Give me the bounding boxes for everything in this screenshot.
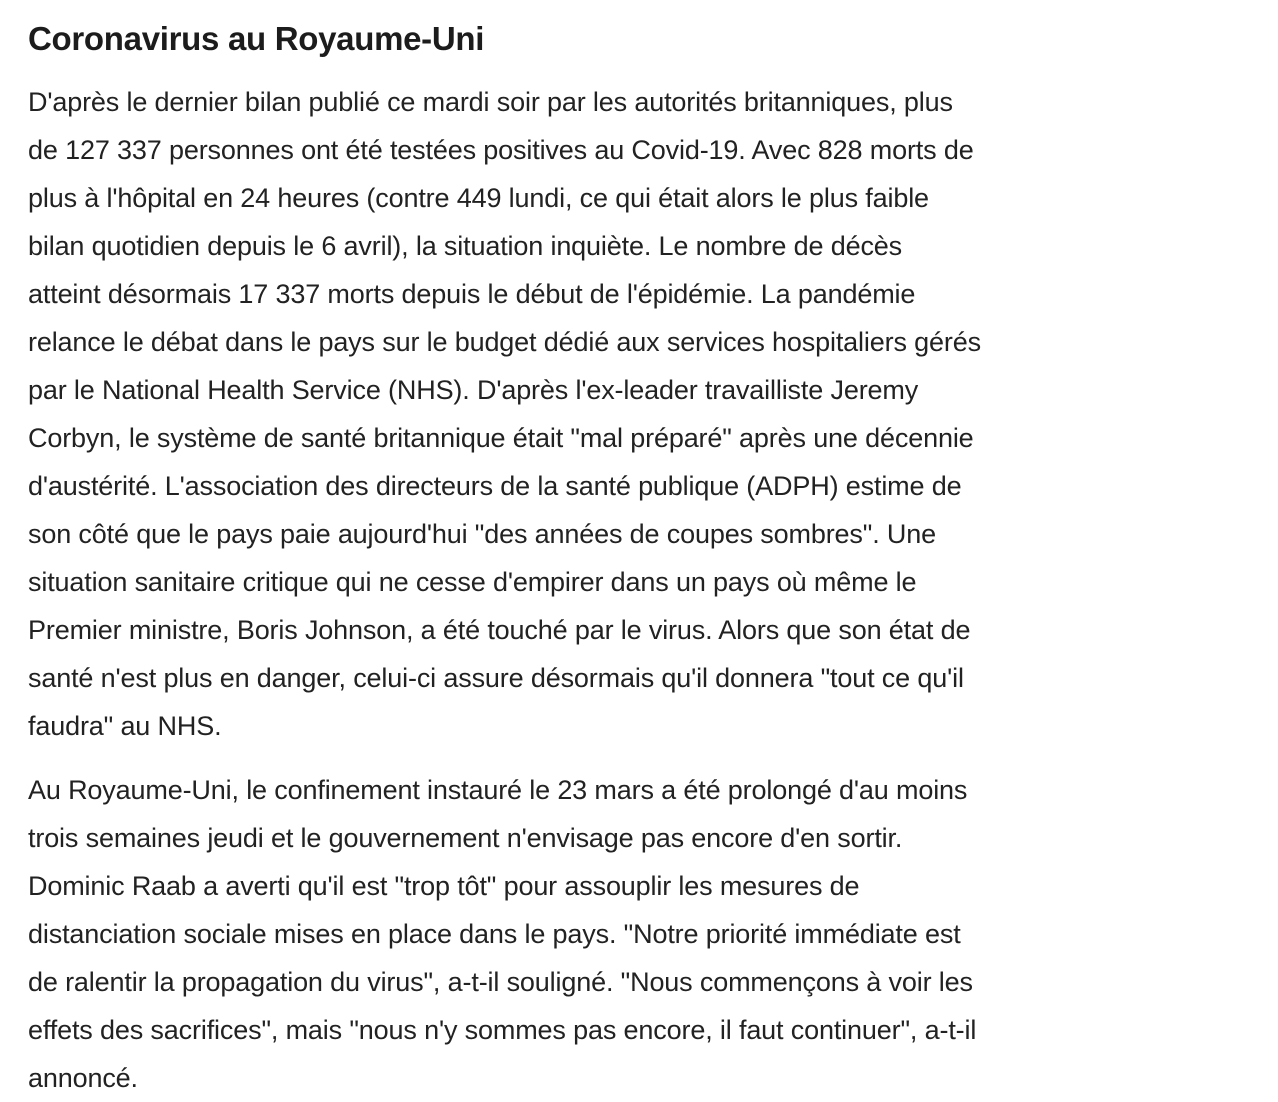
- paragraph-line: plus à l'hôpital en 24 heures (contre 449 lundi, ce qui était alors le plus faible: [28, 183, 929, 213]
- article-paragraph-1: [28, 78, 1273, 750]
- paragraph-line: d'austérité. L'association des directeurs de la santé publique (ADPH) estime de: [28, 471, 962, 501]
- paragraph-line: par le National Health Service (NHS). D'après l'ex-leader travailliste Jeremy: [28, 375, 919, 405]
- paragraph-line: de ralentir la propagation du virus", a-t-il souligné. "Nous commençons à voir les: [28, 967, 973, 997]
- paragraph-line: faudra" au NHS.: [28, 711, 222, 741]
- paragraph-line: atteint désormais 17 337 morts depuis le début de l'épidémie. La pandémie: [28, 279, 916, 309]
- paragraph-line: Premier ministre, Boris Johnson, a été touché par le virus. Alors que son état de: [28, 615, 971, 645]
- paragraph-line: effets des sacrifices", mais "nous n'y sommes pas encore, il faut continuer", a-t-il: [28, 1015, 977, 1045]
- paragraph-line: D'après le dernier bilan publié ce mardi soir par les autorités britanniques, plus: [28, 87, 953, 117]
- paragraph-line: situation sanitaire critique qui ne cesse d'empirer dans un pays où même le: [28, 567, 917, 597]
- article-paragraph-2: [28, 766, 1273, 1102]
- paragraph-line: son côté que le pays paie aujourd'hui "des années de coupes sombres". Une: [28, 519, 936, 549]
- paragraph-line: Dominic Raab a averti qu'il est "trop tôt" pour assouplir les mesures de: [28, 871, 860, 901]
- paragraph-line: bilan quotidien depuis le 6 avril), la situation inquiète. Le nombre de décès: [28, 231, 903, 261]
- paragraph-line: trois semaines jeudi et le gouvernement n'envisage pas encore d'en sortir.: [28, 823, 903, 853]
- paragraph-line: de 127 337 personnes ont été testées positives au Covid-19. Avec 828 morts de: [28, 135, 974, 165]
- paragraph-line: Corbyn, le système de santé britannique était "mal préparé" après une décennie: [28, 423, 974, 453]
- paragraph-line: annoncé.: [28, 1063, 138, 1093]
- paragraph-line: Au Royaume-Uni, le confinement instauré le 23 mars a été prolongé d'au moins: [28, 775, 968, 805]
- paragraph-line: distanciation sociale mises en place dans le pays. "Notre priorité immédiate est: [28, 919, 961, 949]
- article-title: Coronavirus au Royaume-Uni: [28, 20, 485, 57]
- paragraph-line: santé n'est plus en danger, celui-ci assure désormais qu'il donnera "tout ce qu'il: [28, 663, 964, 693]
- article: [28, 14, 1273, 1102]
- paragraph-line: relance le débat dans le pays sur le budget dédié aux services hospitaliers gérés: [28, 327, 981, 357]
